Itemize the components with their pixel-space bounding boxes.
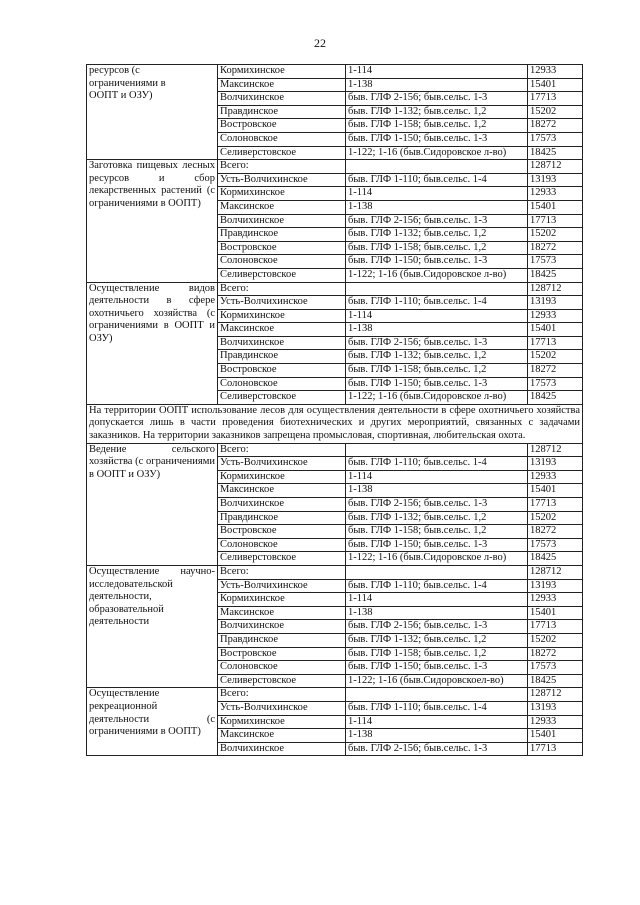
area-hectares-cell: 18425 bbox=[528, 391, 583, 405]
forest-use-table bbox=[86, 64, 583, 756]
area-hectares-cell: 17713 bbox=[528, 620, 583, 634]
forestry-name-cell: Солоновское bbox=[218, 538, 346, 552]
quarter-numbers-cell: быв. ГЛФ 1-132; быв.сельс. 1,2 bbox=[346, 511, 528, 525]
forestry-name-cell: Кормихинское bbox=[218, 309, 346, 323]
quarter-numbers-cell: быв. ГЛФ 1-158; быв.сельс. 1,2 bbox=[346, 241, 528, 255]
area-hectares-cell: 15202 bbox=[528, 511, 583, 525]
activity-type-label: Осуществление рекреационной деятельности (с ограничениями в ООПТ) bbox=[89, 688, 215, 738]
quarter-numbers-cell: быв. ГЛФ 2-156; быв.сельс. 1-3 bbox=[346, 498, 528, 512]
forestry-name-cell: Волчихинское bbox=[218, 620, 346, 634]
area-hectares-cell: 13193 bbox=[528, 457, 583, 471]
activity-type-label: Осуществление научно-исследовательской деятельности, образовательной деятельности bbox=[89, 565, 215, 628]
hunting-restriction-note: На территории ООПТ использование лесов для осуществления деятельности в сфере охотничьего хозяйства допускается лишь в части проведения биотехнических и других мероприятий, связанных с задачами заказников. На территории заказников запрещена промысловая, спортивная, любительская охота. bbox=[87, 404, 583, 443]
quarter-numbers-cell: быв. ГЛФ 2-156; быв.сельс. 1-3 bbox=[346, 336, 528, 350]
forestry-name-cell: Усть-Волчихинское bbox=[218, 296, 346, 310]
forestry-name-cell: Усть-Волчихинское bbox=[218, 457, 346, 471]
area-hectares-cell: 15202 bbox=[528, 105, 583, 119]
area-hectares-cell: 15401 bbox=[528, 200, 583, 214]
area-hectares-cell: 128712 bbox=[528, 565, 583, 579]
area-hectares-cell: 15202 bbox=[528, 228, 583, 242]
table-row bbox=[87, 688, 583, 702]
table-row bbox=[87, 565, 583, 579]
area-hectares-cell: 12933 bbox=[528, 187, 583, 201]
quarter-numbers-cell bbox=[346, 160, 528, 174]
area-hectares-cell: 13193 bbox=[528, 296, 583, 310]
quarter-numbers-cell: 1-114 bbox=[346, 309, 528, 323]
activity-type-cell bbox=[87, 160, 218, 282]
forestry-name-cell: Востровское bbox=[218, 647, 346, 661]
area-hectares-cell: 18272 bbox=[528, 364, 583, 378]
quarter-numbers-cell: быв. ГЛФ 1-158; быв.сельс. 1,2 bbox=[346, 119, 528, 133]
quarter-numbers-cell: быв. ГЛФ 2-156; быв.сельс. 1-3 bbox=[346, 742, 528, 756]
quarter-numbers-cell: 1-138 bbox=[346, 729, 528, 743]
forestry-name-cell: Всего: bbox=[218, 443, 346, 457]
note-row bbox=[87, 404, 583, 443]
quarter-numbers-cell: быв. ГЛФ 1-132; быв.сельс. 1,2 bbox=[346, 105, 528, 119]
area-hectares-cell: 15202 bbox=[528, 350, 583, 364]
quarter-numbers-cell: быв. ГЛФ 1-150; быв.сельс. 1-3 bbox=[346, 377, 528, 391]
quarter-numbers-cell: быв. ГЛФ 2-156; быв.сельс. 1-3 bbox=[346, 214, 528, 228]
forestry-name-cell: Селиверстовское bbox=[218, 552, 346, 566]
area-hectares-cell: 12933 bbox=[528, 309, 583, 323]
quarter-numbers-cell: быв. ГЛФ 2-156; быв.сельс. 1-3 bbox=[346, 92, 528, 106]
area-hectares-cell: 18425 bbox=[528, 268, 583, 282]
area-hectares-cell: 128712 bbox=[528, 160, 583, 174]
area-hectares-cell: 17713 bbox=[528, 742, 583, 756]
forestry-name-cell: Усть-Волчихинское bbox=[218, 173, 346, 187]
forestry-name-cell: Максинское bbox=[218, 200, 346, 214]
area-hectares-cell: 18272 bbox=[528, 241, 583, 255]
area-hectares-cell: 12933 bbox=[528, 470, 583, 484]
area-hectares-cell: 18425 bbox=[528, 146, 583, 160]
quarter-numbers-cell: 1-138 bbox=[346, 78, 528, 92]
forestry-name-cell: Правдинское bbox=[218, 105, 346, 119]
quarter-numbers-cell: 1-138 bbox=[346, 323, 528, 337]
area-hectares-cell: 15401 bbox=[528, 729, 583, 743]
quarter-numbers-cell: быв. ГЛФ 1-110; быв.сельс. 1-4 bbox=[346, 296, 528, 310]
activity-type-cell bbox=[87, 65, 218, 160]
forestry-name-cell: Всего: bbox=[218, 565, 346, 579]
table-row bbox=[87, 443, 583, 457]
area-hectares-cell: 13193 bbox=[528, 579, 583, 593]
activity-type-label: Ведение сельского хозяйства (с ограничениями в ООПТ и ОЗУ) bbox=[89, 443, 215, 480]
quarter-numbers-cell bbox=[346, 565, 528, 579]
quarter-numbers-cell: быв. ГЛФ 1-150; быв.сельс. 1-3 bbox=[346, 538, 528, 552]
area-hectares-cell: 18425 bbox=[528, 552, 583, 566]
forestry-name-cell: Максинское bbox=[218, 729, 346, 743]
activity-type-cell bbox=[87, 282, 218, 404]
forestry-name-cell: Селиверстовское bbox=[218, 268, 346, 282]
quarter-numbers-cell: быв. ГЛФ 1-110; быв.сельс. 1-4 bbox=[346, 457, 528, 471]
forestry-name-cell: Волчихинское bbox=[218, 498, 346, 512]
forestry-name-cell: Всего: bbox=[218, 282, 346, 296]
quarter-numbers-cell: быв. ГЛФ 1-132; быв.сельс. 1,2 bbox=[346, 633, 528, 647]
area-hectares-cell: 17573 bbox=[528, 255, 583, 269]
forestry-name-cell: Кормихинское bbox=[218, 65, 346, 79]
forestry-name-cell: Востровское bbox=[218, 364, 346, 378]
area-hectares-cell: 12933 bbox=[528, 593, 583, 607]
quarter-numbers-cell: 1-122; 1-16 (быв.Сидоровское л-во) bbox=[346, 391, 528, 405]
area-hectares-cell: 15401 bbox=[528, 323, 583, 337]
activity-type-cell bbox=[87, 688, 218, 756]
quarter-numbers-cell: 1-114 bbox=[346, 593, 528, 607]
quarter-numbers-cell: 1-138 bbox=[346, 484, 528, 498]
forestry-name-cell: Селиверстовское bbox=[218, 146, 346, 160]
area-hectares-cell: 17573 bbox=[528, 377, 583, 391]
quarter-numbers-cell: быв. ГЛФ 2-156; быв.сельс. 1-3 bbox=[346, 620, 528, 634]
forestry-name-cell: Волчихинское bbox=[218, 336, 346, 350]
forestry-name-cell: Волчихинское bbox=[218, 92, 346, 106]
quarter-numbers-cell: 1-138 bbox=[346, 606, 528, 620]
quarter-numbers-cell: быв. ГЛФ 1-110; быв.сельс. 1-4 bbox=[346, 173, 528, 187]
quarter-numbers-cell bbox=[346, 688, 528, 702]
area-hectares-cell: 128712 bbox=[528, 282, 583, 296]
quarter-numbers-cell: 1-114 bbox=[346, 470, 528, 484]
area-hectares-cell: 17713 bbox=[528, 214, 583, 228]
page-number: 22 bbox=[314, 36, 326, 50]
area-hectares-cell: 17713 bbox=[528, 92, 583, 106]
table-row bbox=[87, 160, 583, 174]
quarter-numbers-cell: быв. ГЛФ 1-132; быв.сельс. 1,2 bbox=[346, 228, 528, 242]
forestry-name-cell: Кормихинское bbox=[218, 593, 346, 607]
forestry-name-cell: Селиверстовское bbox=[218, 674, 346, 688]
forestry-name-cell: Востровское bbox=[218, 241, 346, 255]
forestry-name-cell: Востровское bbox=[218, 119, 346, 133]
area-hectares-cell: 18272 bbox=[528, 525, 583, 539]
area-hectares-cell: 17713 bbox=[528, 336, 583, 350]
area-hectares-cell: 13193 bbox=[528, 701, 583, 715]
forestry-name-cell: Правдинское bbox=[218, 350, 346, 364]
forestry-name-cell: Максинское bbox=[218, 323, 346, 337]
area-hectares-cell: 12933 bbox=[528, 715, 583, 729]
activity-type-label: Заготовка пищевых лесных ресурсов и сбор лекарственных растений (с ограничениями в ООПТ) bbox=[89, 160, 215, 209]
forestry-name-cell: Кормихинское bbox=[218, 187, 346, 201]
forestry-name-cell: Всего: bbox=[218, 688, 346, 702]
quarter-numbers-cell: быв. ГЛФ 1-110; быв.сельс. 1-4 bbox=[346, 701, 528, 715]
quarter-numbers-cell bbox=[346, 443, 528, 457]
quarter-numbers-cell: быв. ГЛФ 1-158; быв.сельс. 1,2 bbox=[346, 525, 528, 539]
forestry-name-cell: Правдинское bbox=[218, 633, 346, 647]
forestry-name-cell: Селиверстовское bbox=[218, 391, 346, 405]
forestry-name-cell: Волчихинское bbox=[218, 742, 346, 756]
forestry-name-cell: Правдинское bbox=[218, 228, 346, 242]
activity-type-label: Осуществление видов деятельности в сфере охотничьего хозяйства (с ограничениями в ООПТ и ОЗУ) bbox=[89, 282, 215, 344]
quarter-numbers-cell: быв. ГЛФ 1-132; быв.сельс. 1,2 bbox=[346, 350, 528, 364]
forestry-name-cell: Солоновское bbox=[218, 377, 346, 391]
area-hectares-cell: 18425 bbox=[528, 674, 583, 688]
quarter-numbers-cell: 1-122; 1-16 (быв.Сидоровское л-во) bbox=[346, 268, 528, 282]
area-hectares-cell: 17573 bbox=[528, 538, 583, 552]
quarter-numbers-cell: быв. ГЛФ 1-158; быв.сельс. 1,2 bbox=[346, 647, 528, 661]
quarter-numbers-cell: 1-122; 1-16 (быв.Сидоровское л-во) bbox=[346, 552, 528, 566]
forestry-name-cell: Кормихинское bbox=[218, 470, 346, 484]
area-hectares-cell: 128712 bbox=[528, 688, 583, 702]
quarter-numbers-cell bbox=[346, 282, 528, 296]
area-hectares-cell: 18272 bbox=[528, 119, 583, 133]
area-hectares-cell: 128712 bbox=[528, 443, 583, 457]
area-hectares-cell: 17573 bbox=[528, 661, 583, 675]
forestry-name-cell: Кормихинское bbox=[218, 715, 346, 729]
area-hectares-cell: 15202 bbox=[528, 633, 583, 647]
area-hectares-cell: 15401 bbox=[528, 606, 583, 620]
quarter-numbers-cell: 1-122; 1-16 (быв.Сидоровское л-во) bbox=[346, 146, 528, 160]
forestry-name-cell: Усть-Волчихинское bbox=[218, 579, 346, 593]
activity-type-label: ресурсов (с ограничениями в ООПТ и ОЗУ) bbox=[89, 65, 166, 102]
area-hectares-cell: 15401 bbox=[528, 78, 583, 92]
quarter-numbers-cell: 1-114 bbox=[346, 65, 528, 79]
quarter-numbers-cell: быв. ГЛФ 1-158; быв.сельс. 1,2 bbox=[346, 364, 528, 378]
forestry-name-cell: Максинское bbox=[218, 484, 346, 498]
area-hectares-cell: 17713 bbox=[528, 498, 583, 512]
quarter-numbers-cell: 1-114 bbox=[346, 187, 528, 201]
area-hectares-cell: 13193 bbox=[528, 173, 583, 187]
quarter-numbers-cell: быв. ГЛФ 1-110; быв.сельс. 1-4 bbox=[346, 579, 528, 593]
area-hectares-cell: 17573 bbox=[528, 132, 583, 146]
table-row bbox=[87, 282, 583, 296]
quarter-numbers-cell: быв. ГЛФ 1-150; быв.сельс. 1-3 bbox=[346, 132, 528, 146]
forestry-name-cell: Солоновское bbox=[218, 255, 346, 269]
forestry-name-cell: Максинское bbox=[218, 606, 346, 620]
forestry-name-cell: Правдинское bbox=[218, 511, 346, 525]
forestry-name-cell: Всего: bbox=[218, 160, 346, 174]
quarter-numbers-cell: 1-138 bbox=[346, 200, 528, 214]
area-hectares-cell: 12933 bbox=[528, 65, 583, 79]
forestry-name-cell: Солоновское bbox=[218, 661, 346, 675]
forestry-name-cell: Волчихинское bbox=[218, 214, 346, 228]
activity-type-cell bbox=[87, 565, 218, 687]
quarter-numbers-cell: быв. ГЛФ 1-150; быв.сельс. 1-3 bbox=[346, 661, 528, 675]
forestry-name-cell: Усть-Волчихинское bbox=[218, 701, 346, 715]
quarter-numbers-cell: 1-114 bbox=[346, 715, 528, 729]
area-hectares-cell: 18272 bbox=[528, 647, 583, 661]
forestry-name-cell: Солоновское bbox=[218, 132, 346, 146]
quarter-numbers-cell: быв. ГЛФ 1-150; быв.сельс. 1-3 bbox=[346, 255, 528, 269]
quarter-numbers-cell: 1-122; 1-16 (быв.Сидоровскоел-во) bbox=[346, 674, 528, 688]
forestry-name-cell: Востровское bbox=[218, 525, 346, 539]
activity-type-cell bbox=[87, 443, 218, 565]
forestry-name-cell: Максинское bbox=[218, 78, 346, 92]
table-row bbox=[87, 65, 583, 79]
area-hectares-cell: 15401 bbox=[528, 484, 583, 498]
